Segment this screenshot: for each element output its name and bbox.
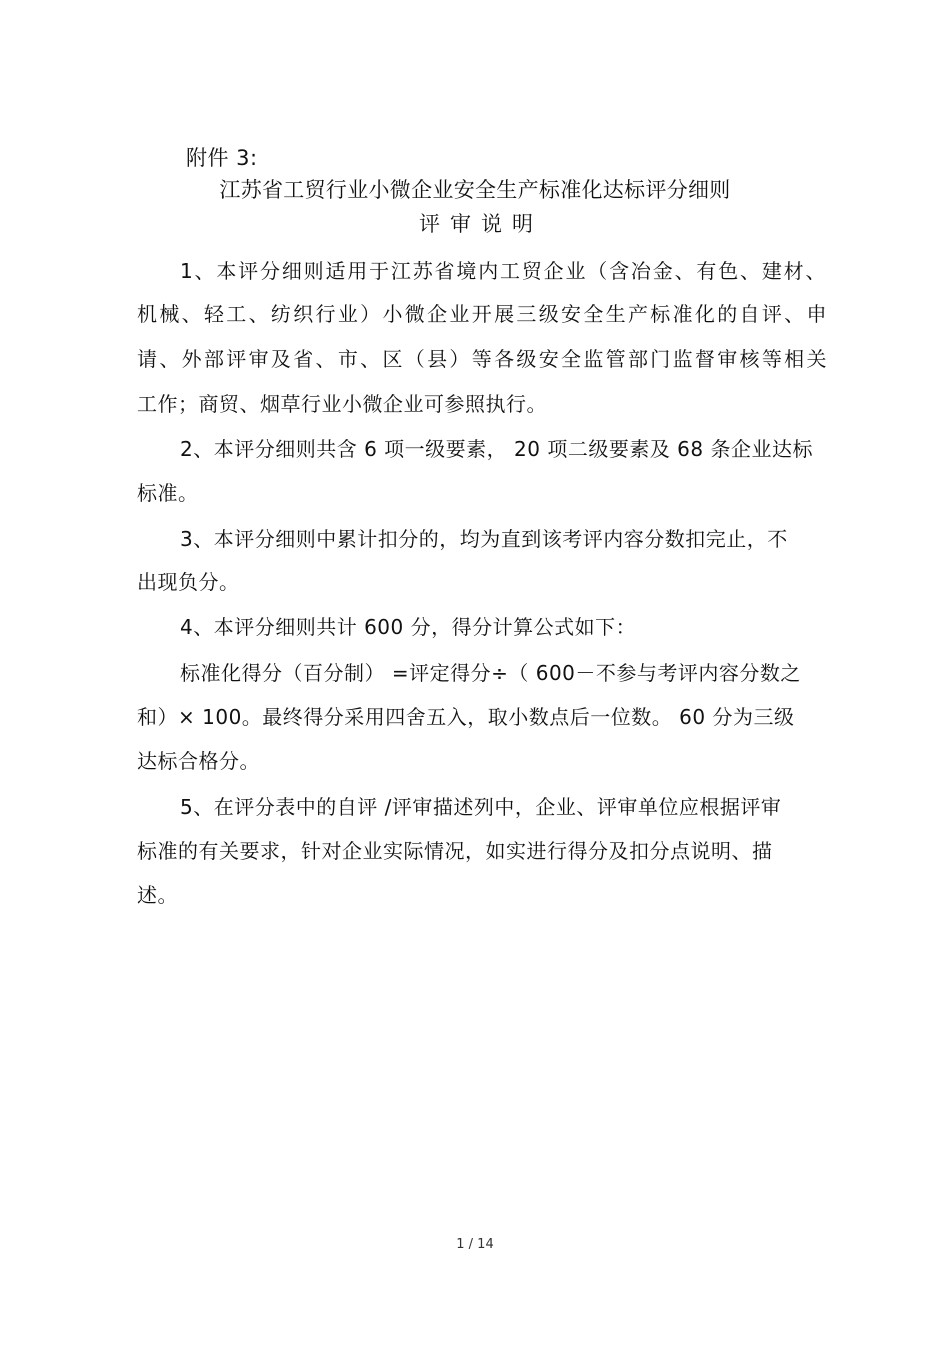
paragraph-2-line-1: 2、本评分细则共含 6 项一级要素， 20 项二级要素及 68 条企业达标	[180, 437, 813, 461]
paragraph-1-line-2: 机械、轻工、纺织行业）小微企业开展三级安全生产标准化的自评、申	[137, 302, 827, 326]
document-title: 江苏省工贸行业小微企业安全生产标准化达标评分细则	[219, 178, 731, 202]
paragraph-6-line-1: 5、在评分表中的自评 /评审描述列中，企业、评审单位应根据评审	[180, 795, 782, 819]
attachment-label: 附件 3:	[186, 146, 258, 170]
paragraph-1-line-1: 1、本评分细则适用于江苏省境内工贸企业（含冶金、有色、建材、	[180, 259, 826, 283]
paragraph-4-line-1: 4、本评分细则共计 600 分，得分计算公式如下：	[180, 615, 637, 639]
paragraph-1-line-4: 工作；商贸、烟草行业小微企业可参照执行。	[137, 392, 547, 416]
paragraph-6-line-2: 标准的有关要求，针对企业实际情况，如实进行得分及扣分点说明、描	[137, 839, 773, 863]
paragraph-5-line-3: 达标合格分。	[137, 749, 260, 773]
paragraph-1-line-3: 请、外部评审及省、市、区（县）等各级安全监管部门监督审核等相关	[137, 347, 827, 371]
paragraph-5-line-2: 和）× 100。最终得分采用四舍五入，取小数点后一位数。 60 分为三级	[137, 705, 795, 729]
paragraph-3-line-2: 出现负分。	[137, 570, 240, 594]
paragraph-3-line-1: 3、本评分细则中累计扣分的，均为直到该考评内容分数扣完止，不	[180, 527, 788, 551]
paragraph-5-line-1: 标准化得分（百分制） =评定得分÷（ 600－不参与考评内容分数之	[180, 661, 801, 685]
paragraph-6-line-3: 述。	[137, 883, 178, 907]
page-indicator: 1 / 14	[456, 1237, 494, 1252]
document-subtitle: 评审说明	[419, 212, 543, 236]
paragraph-2-line-2: 标准。	[137, 481, 199, 505]
